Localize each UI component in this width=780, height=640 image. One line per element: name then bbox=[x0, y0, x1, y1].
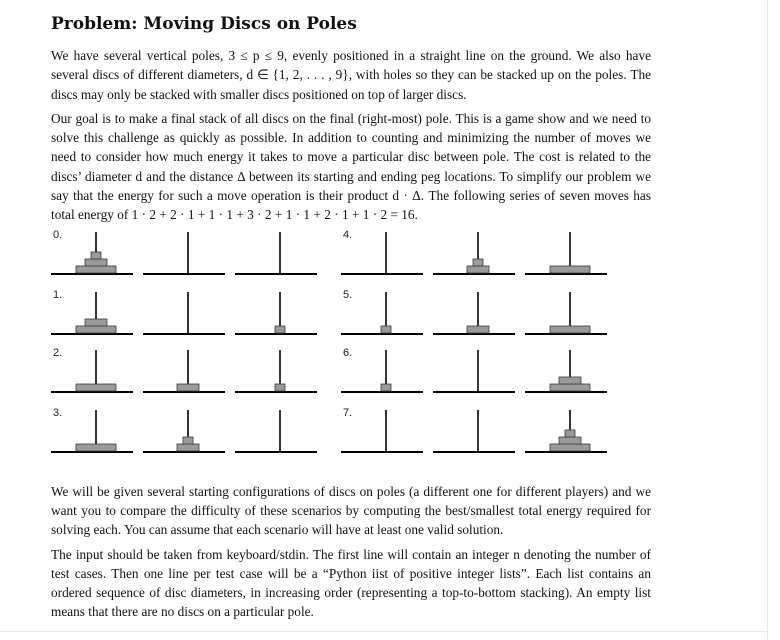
disc-1 bbox=[275, 384, 285, 391]
paragraph-goal: Our goal is to make a final stack of all discs on the final (right-most) pole. This is a game show and we need to solve this challenge as quickly as possible. In addition to counting and minimizing the number of moves we need to consider how much energy it takes to move a particular disc between pole. The cost is related to the discs’ diameter d and the distance Δ between its starting and ending peg locations. To simplify our problem we say that the energy for such a move operation is their product d · Δ. The following series of seven moves has total energy of 1 · 2 + 2 · 1 + 1 · 1 + 3 · 2 + 1 · 1 + 2 · 1 + 1 · 2 = 16. bbox=[51, 110, 651, 223]
disc-1 bbox=[275, 326, 285, 333]
state-label: 2. bbox=[53, 346, 63, 359]
disc-2 bbox=[559, 437, 581, 444]
disc-3 bbox=[76, 326, 116, 333]
disc-2 bbox=[467, 326, 489, 333]
disc-3 bbox=[550, 444, 590, 451]
disc-3 bbox=[550, 384, 590, 391]
hanoi-figure bbox=[41, 230, 661, 470]
state-label: 4. bbox=[343, 229, 353, 241]
paragraph-input: The input should be taken from keyboard/stdin. The first line will contain an integer n denoting the number of test cases. Then one line per test case will be a “Python iist of positive integer lists”. Each list contains an ordered sequence of disc diameters, in increasing order (representing a top-to-bottom stacking). An empty list means that there are no discs on a particular pole. bbox=[51, 546, 651, 620]
disc-2 bbox=[85, 319, 107, 326]
disc-2 bbox=[559, 377, 581, 384]
disc-1 bbox=[91, 252, 101, 259]
state-label: 0. bbox=[53, 229, 63, 241]
hanoi-moves-diagram bbox=[41, 230, 661, 470]
disc-2 bbox=[467, 266, 489, 273]
disc-1 bbox=[565, 430, 575, 437]
state-label: 7. bbox=[343, 406, 353, 419]
state-label: 3. bbox=[53, 406, 63, 419]
disc-2 bbox=[177, 384, 199, 391]
disc-1 bbox=[183, 437, 193, 444]
disc-3 bbox=[76, 444, 116, 451]
problem-page bbox=[51, 14, 651, 627]
disc-1 bbox=[381, 326, 391, 333]
state-label: 5. bbox=[343, 288, 353, 301]
state-label: 6. bbox=[343, 346, 353, 359]
page-frame-bottom bbox=[0, 631, 768, 632]
problem-title: Problem: Moving Discs on Poles bbox=[51, 14, 357, 34]
disc-2 bbox=[177, 444, 199, 451]
disc-3 bbox=[550, 266, 590, 273]
disc-3 bbox=[76, 266, 116, 273]
disc-3 bbox=[550, 326, 590, 333]
state-label: 1. bbox=[53, 288, 63, 301]
paragraph-scenarios: We will be given several starting configurations of discs on poles (a different one for different players) and we want you to compare the difficulty of these scenarios by computing the best/smallest total energy required for solving each. You can assume that each scenario will have at least one valid solution. bbox=[51, 483, 651, 538]
disc-1 bbox=[381, 384, 391, 391]
disc-1 bbox=[473, 259, 483, 266]
disc-3 bbox=[76, 384, 116, 391]
paragraph-intro: We have several vertical poles, 3 ≤ p ≤ 9, evenly positioned in a straight line on the ground. We also have several discs of different diameters, d ∈ {1, 2, . . . , 9}, with holes so they can be stacked up on the poles. The discs may only be stacked with smaller discs positioned on top of larger discs. bbox=[51, 48, 651, 102]
page-frame-right bbox=[767, 0, 768, 640]
disc-2 bbox=[85, 259, 107, 266]
